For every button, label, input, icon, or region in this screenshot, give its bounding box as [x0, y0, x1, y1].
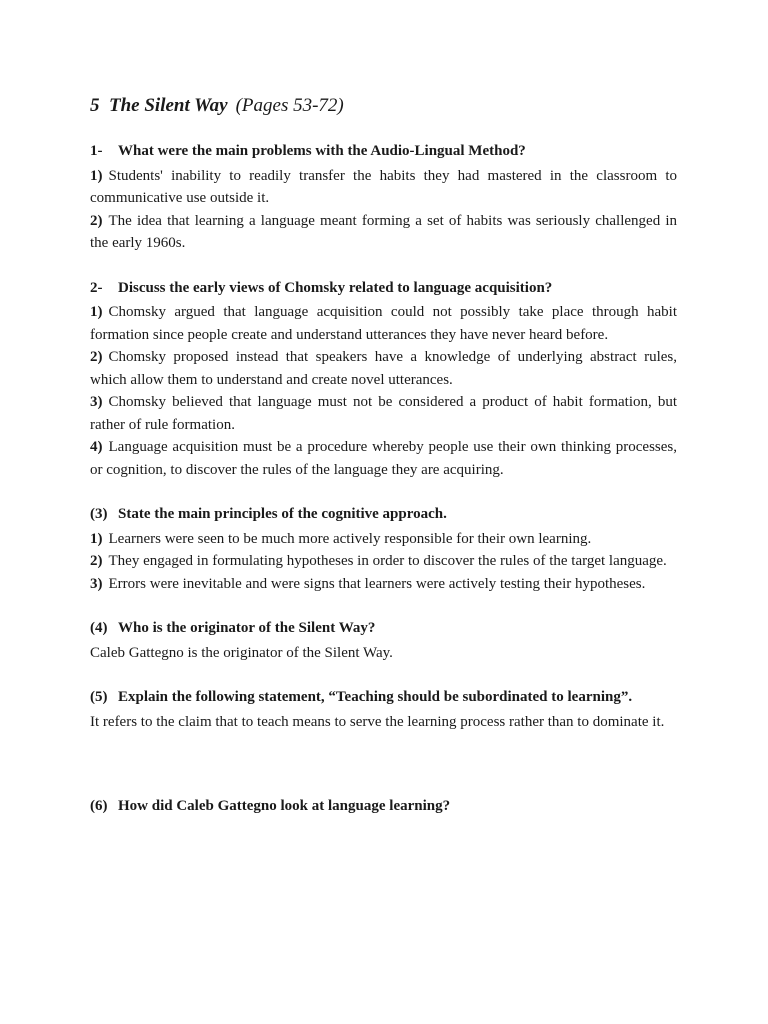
question-heading: 1- What were the main problems with the Audio-Lingual Method?	[90, 143, 526, 159]
answer-item: 1) Students' inability to readily transfer the habits they had mastered in the classroom to communicative use outside it.	[90, 167, 677, 206]
answer-text: It refers to the claim that to teach means to serve the learning process rather than to dominate it.	[90, 713, 665, 730]
document-content	[90, 92, 677, 840]
question-heading: (3) State the main principles of the cognitive approach.	[90, 506, 447, 522]
question-section-5	[90, 686, 677, 733]
answer-item: 3) Chomsky believed that language must not be considered a product of habit formation, but rather of rule formation.	[90, 394, 677, 433]
answer-item: 2) The idea that learning a language meant forming a set of habits was seriously challenged in the early 1960s.	[90, 212, 677, 251]
question-section-4	[90, 617, 677, 664]
answer-item: 3) Errors were inevitable and were signs that learners were actively testing their hypotheses.	[90, 575, 646, 592]
answer-item: 2) Chomsky proposed instead that speakers have a knowledge of underlying abstract rules, which allow them to understand and create novel utterances.	[90, 349, 677, 388]
question-heading: 2- Discuss the early views of Chomsky related to language acquisition?	[90, 279, 553, 296]
answer-item: 4) Language acquisition must be a procedure whereby people use their own thinking processes, or cognition, to discover the rules of the language they are acquiring.	[90, 439, 677, 478]
answer-item: 1) Chomsky argued that language acquisition could not possibly take place through habit formation since people create and understand utterances they have never heard before.	[90, 304, 677, 343]
chapter-title: 5 The Silent Way	[90, 95, 228, 116]
answer-item: 1) Learners were seen to be much more actively responsible for their own learning.	[90, 530, 592, 547]
chapter-heading	[90, 92, 677, 120]
chapter-pages: (Pages 53-72)	[235, 95, 344, 116]
question-section-1	[90, 140, 677, 255]
question-heading: (5) Explain the following statement, “Teaching should be subordinated to learning”.	[90, 689, 633, 705]
question-section-3	[90, 503, 677, 595]
question-heading: (6) How did Caleb Gattegno look at language learning?	[90, 798, 451, 814]
question-section-6	[90, 795, 677, 818]
question-section-2	[90, 277, 677, 482]
answer-text: Caleb Gattegno is the originator of the Silent Way.	[90, 644, 393, 661]
answer-item: 2) They engaged in formulating hypotheses in order to discover the rules of the target language.	[90, 553, 667, 569]
question-heading: (4) Who is the originator of the Silent Way?	[90, 620, 376, 636]
